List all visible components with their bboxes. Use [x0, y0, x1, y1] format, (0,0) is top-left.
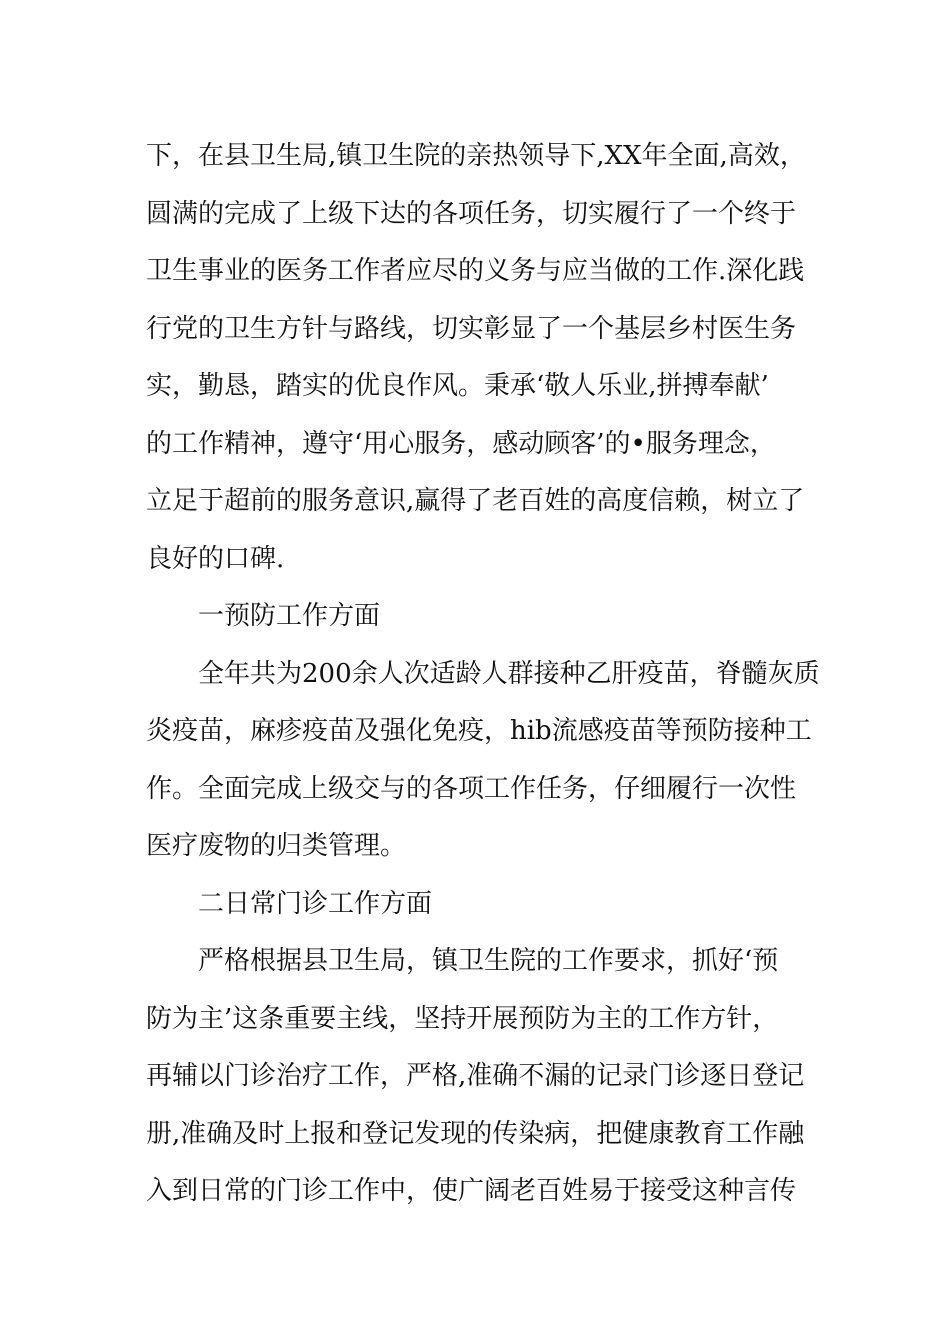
document-body [146, 128, 826, 1221]
text-line: 医疗废物的归类管理。 [146, 831, 407, 861]
text-line: 入到日常的门诊工作中，使广阔老百姓易于接受这种言传 [146, 1176, 797, 1206]
section-heading-prevention: 一预防工作方面 [198, 601, 381, 631]
text-line: 严格根据县卫生局，镇卫生院的工作要求，抓好‘预 [198, 946, 779, 976]
text-line: 良好的口碑. [146, 543, 285, 574]
text-line: 全年共为200余人次适龄人群接种乙肝疫苗，脊髓灰质 [198, 658, 820, 689]
text-line: 防为主’这条重要主线，坚持开展预防为主的工作方针， [146, 1003, 779, 1034]
paragraph-intro [146, 128, 826, 588]
text-line: 下，在县卫生局,镇卫生院的亲热领导下,XX年全面,高效， [146, 141, 806, 171]
text-line: 立足于超前的服务意识,赢得了老百姓的高度信赖，树立了 [146, 486, 805, 516]
text-line: 的工作精神，遵守‘用心服务，感动顾客’的•服务理念， [146, 428, 776, 459]
paragraph-outpatient [146, 933, 826, 1221]
text-line: 圆满的完成了上级下达的各项任务，切实履行了一个终于 [146, 198, 797, 229]
text-line: 行党的卫生方针与路线，切实彰显了一个基层乡村医生务 [146, 313, 797, 344]
text-line: 实，勤恳，踏实的优良作风。秉承‘敬人乐业,拼搏奉献’ [146, 371, 769, 401]
text-line: 作。全面完成上级交与的各项工作任务，仔细履行一次性 [146, 773, 797, 804]
text-line: 册,准确及时上报和登记发现的传染病，把健康教育工作融 [146, 1118, 805, 1149]
text-line: 再辅以门诊治疗工作，严格,准确不漏的记录门诊逐日登记 [146, 1061, 805, 1091]
text-line: 卫生事业的医务工作者应尽的义务与应当做的工作.深化践 [146, 256, 805, 286]
section-heading-outpatient: 二日常门诊工作方面 [198, 888, 433, 919]
paragraph-prevention [146, 646, 826, 876]
text-line: 炎疫苗，麻疹疫苗及强化免疫，hib流感疫苗等预防接种工 [146, 716, 812, 746]
